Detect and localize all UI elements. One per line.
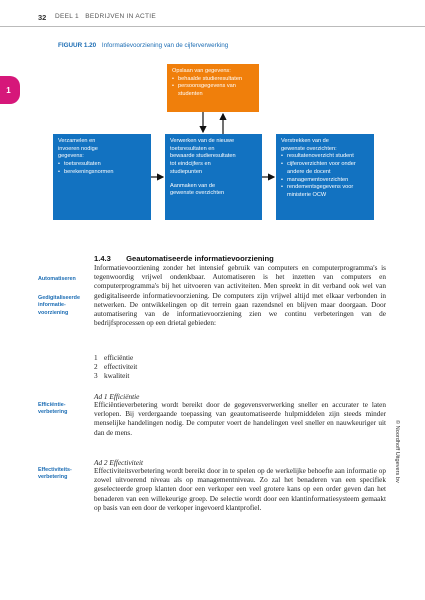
provide-list (281, 153, 369, 199)
process-box (165, 134, 262, 220)
header-divider (0, 26, 425, 27)
process-line: bewaarde studieresultaten (170, 153, 236, 160)
provide-output-box (276, 134, 374, 220)
margin-note-gedigitaliseerde: Gedigitaliseerde informatie-voorziening (38, 295, 80, 316)
copyright-credit (392, 420, 402, 530)
provide-title-line: Verstrekken van de (281, 138, 329, 144)
list-item: • managementoverzichten (281, 177, 369, 185)
store-data-title: Opslaan van gegevens: (172, 68, 231, 74)
list-item: • cijferoverzichten voor onder andere de docent (281, 161, 369, 176)
collect-title-line: invoeren nodige (58, 145, 98, 152)
process-line: toetsresultaten en (170, 145, 215, 152)
improvement-list (94, 354, 137, 382)
store-data-box (167, 64, 259, 112)
figure-label: FIGUUR 1.20 (58, 42, 97, 49)
copyright-text: © Noordhoff Uitgevers bv (394, 420, 400, 483)
store-data-list (172, 76, 254, 99)
process-line: Aanmaken van de (170, 182, 216, 189)
running-header: DEEL 1 BEDRIJVEN IN ACTIE (55, 13, 157, 20)
collect-title-line: gegevens: (58, 153, 84, 160)
ad1-paragraph: Efficiëntieverbetering wordt bereikt door de gegevensverwerking sneller en accurater te laten verlopen. Bij verdergaande toepassing van geautomatiseerde hulpmiddelen zijn steeds minder menselijke handelingen nodig. De computer voert de handelingen veel sneller en nauwkeuriger uit dan de mens. (94, 401, 386, 437)
list-item: • toetsresultaten (58, 161, 146, 169)
intro-paragraph: Informatievoorziening zonder het intensief gebruik van computers en computerprogramma's is tegenwoordig vrijwel ondenkbaar. Automatiseren is het inzetten van computers en computerprogramma's bij het uitvoeren van activiteiten. Men spreekt in dit verband ook wel van gedigitaliseerde informatievoorziening. De computers zijn vrijwel altijd met elkaar verbonden in netwerken. De ontwikkelingen op dit terrein gaan razendsnel en blijven maar doorgaan. Door automatisering van de informatievoorziening zien we continu verbeteringen van de bedrijfsprocessen op een drietal gebieden: (94, 264, 386, 328)
list-item: • berekeningsnormen (58, 169, 146, 177)
figure-title: Informatievoorziening van de cijferverwerking (101, 42, 229, 49)
list-item: • behaalde studieresultaten (172, 76, 254, 84)
collect-title-line: Verzamelen en (58, 138, 96, 144)
list-item: 1 efficiëntie (94, 354, 134, 362)
section-title: Geautomatiseerde informatievoorziening (126, 254, 274, 263)
section-number: 1.4.3 (94, 254, 111, 263)
ad2-heading: Ad 2 Effectiviteit (94, 458, 144, 467)
process-line: Verwerken van de nieuwe (170, 138, 235, 144)
chapter-tab: 1 (0, 76, 20, 104)
list-item: • rendementsgegevens voor ministerie OCW (281, 184, 369, 199)
section-heading (94, 254, 274, 263)
collect-list (58, 161, 146, 176)
list-item: • resultatenoverzicht student (281, 153, 369, 161)
figure-caption (58, 42, 228, 49)
process-line: tot eindcijfers en (170, 161, 211, 168)
process-line: studiepunten (170, 168, 203, 175)
page-header (0, 13, 425, 25)
process-line: gewenste overzichten (170, 190, 225, 197)
ad1-heading: Ad 1 Efficiëntie (94, 392, 140, 401)
margin-note-effectiviteit: Effectiviteits-verbetering (38, 467, 72, 481)
page-number: 32 (38, 13, 47, 22)
list-item: 2 effectiviteit (94, 363, 138, 372)
margin-note-efficientie: Efficiëntie-verbetering (38, 402, 68, 416)
ad2-paragraph: Effectiviteitsverbetering wordt bereikt door in te spelen op de werkelijke behoefte aan informatie op zowel uitvoerend niveau als op managementniveau. Zo zal het benaderen van een specifiek geselecteerde groep klanten door een verkoper een veel grotere kans op een order geven dan het benaderen van een willekeurige groep. De selectie wordt door een klantinformatiesysteem gemaakt op basis van een door de verkoper ingevoerd klantprofiel. (94, 467, 386, 512)
margin-note-automatiseren: Automatiseren (38, 276, 76, 282)
list-item: 3 kwaliteit (94, 372, 130, 381)
collect-input-box (53, 134, 151, 220)
list-item: • persoonsgegevens van studenten (172, 83, 254, 98)
provide-title-line: gewenste overzichten: (281, 145, 337, 152)
